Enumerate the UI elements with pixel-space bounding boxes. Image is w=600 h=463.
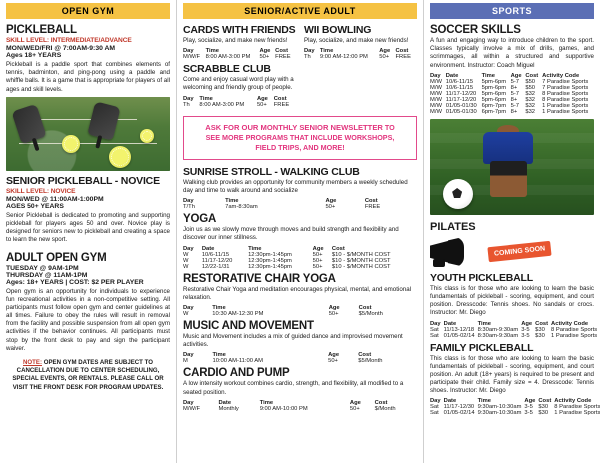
wii-description: Play, socialize, and make new friends! [304, 37, 409, 44]
program-title-soccer-skills: SOCCER SKILLS [430, 24, 521, 36]
cell-cost: $32 [525, 102, 536, 109]
col-cost: Cost [331, 245, 345, 252]
cell-date: 11/17-12/30 [443, 404, 475, 411]
col-day: Day [183, 352, 194, 359]
cell-date: 01/05-01/30 [445, 102, 477, 109]
table-row [430, 333, 600, 339]
chair-yoga-description: Restorative Chair Yoga and meditation encourages physical, mental, and emotional relaxation. [183, 285, 412, 301]
cell-date: 11/13-12/18 [443, 326, 475, 333]
col-activity-code: Activity Code [542, 72, 580, 79]
cell-activity-code: 8 Paradise Sports [554, 404, 600, 411]
senior-left-stack [183, 24, 296, 111]
cell-day: M [183, 358, 188, 365]
col-age: Age [521, 320, 533, 327]
cell-date: 10/6-11/15 [201, 251, 230, 258]
cell-time: 5pm-6pm [481, 78, 507, 85]
cell-time: 5pm-6pm [481, 90, 507, 97]
col-date: Date [218, 399, 232, 406]
cell-date: 11/17-12/20 [201, 257, 233, 264]
note-text: OPEN GYM DATES ARE SUBJECT TO CANCELLATION DUE TO CENTER SCHEDULING, SPECIAL EVENTS, OR RENTALS. PLEASE CALL OR VISIT THE FRONT DESK FOR PROGRAM UPDATES. [12, 359, 164, 391]
table-header-row [430, 73, 594, 79]
cell-day: M/W [430, 84, 442, 91]
cell-age: 50+ [312, 251, 323, 258]
cell-date: 10/6-11/15 [445, 78, 474, 85]
program-title-restorative-chair-yoga: RESTORATIVE CHAIR YOGA [183, 272, 336, 285]
program-title-pilates: PILATES [430, 220, 476, 233]
cell-cost: $5/Month [358, 358, 383, 365]
col-age: Age [510, 72, 522, 79]
cell-day: W [183, 257, 189, 264]
cell-activity-code: 7 Paradise Sports [542, 84, 589, 91]
cell-age: 50+ [328, 311, 339, 317]
cell-cost: $10 - $/MONTH COST [331, 257, 391, 264]
column-sports [424, 0, 600, 463]
col-cost: Cost [358, 305, 372, 311]
cell-cost: $10 - $/MONTH COST [331, 251, 391, 258]
cell-time: 12:30pm-1:45pm [248, 251, 292, 258]
program-title-cards: CARDS WITH FRIENDS [183, 24, 296, 36]
col-time: Time [212, 305, 226, 311]
cell-day: M/W/F [183, 405, 201, 412]
cell-age: 50+ [379, 54, 390, 61]
program-title-music-and-movement: MUSIC AND MOVEMENT [183, 320, 314, 332]
family-pickleball-schedule-table [430, 398, 600, 416]
figure-legs [490, 161, 528, 196]
cell-time: 6pm-7pm [481, 108, 507, 115]
yoga-schedule-table [183, 246, 417, 270]
cell-day: Sat [430, 326, 439, 333]
open-gym-note [6, 359, 170, 392]
cell-time: 8:00 AM-3:00 PM [205, 54, 251, 61]
newsletter-line-1-tail: TO [382, 122, 395, 132]
cell-cost: FREE [275, 54, 291, 61]
adult-open-gym-days-2: THURSDAY @ 11AM-1PM [6, 271, 88, 279]
table-row [183, 102, 296, 108]
col-date: Date [443, 320, 457, 327]
cell-cost: $50 [525, 78, 536, 85]
table-row [430, 97, 594, 103]
col-day: Day [430, 398, 441, 405]
program-title-scrabble: SCRABBLE CLUB [183, 63, 271, 76]
col-cost: Cost [358, 352, 372, 359]
figure-shirt [483, 132, 534, 164]
pickleball-days: MON/WED/FRI @ 7:00AM-9:30 AM [6, 45, 116, 52]
cell-cost: $5/Month [358, 311, 383, 317]
cell-cost: $32 [525, 108, 536, 115]
soccer-description: A fun and engaging way to introduce children to the sport. Classes typically involve a mix of drills, games, and scrimmages, all within a structured and supportive environment. Instructor: Coach Miguel [430, 37, 594, 69]
cell-activity-code: 1 Paradise Sports [542, 102, 589, 109]
cardio-schedule-table [183, 400, 417, 412]
cell-time: 9:00 AM-12:00 PM [319, 54, 368, 61]
col-activity-code: Activity Code [551, 320, 589, 327]
col-age: Age [312, 245, 324, 252]
col-age: Age [325, 198, 337, 205]
cell-activity-code: 1 Paradise Sports [554, 410, 600, 417]
cell-time: 12:30pm-1:45pm [248, 257, 292, 264]
cell-cost: $32 [525, 90, 536, 97]
table-row [430, 85, 594, 91]
col-time: Time [481, 72, 496, 79]
col-time: Time [212, 352, 226, 359]
cell-date: 10/6-11/15 [445, 84, 474, 91]
col-day: Day [183, 245, 194, 252]
cell-activity-code: 8 Paradise Sports [542, 96, 589, 103]
cell-age: 3-5 [524, 404, 533, 411]
cell-time: 10:30 AM-12:30 PM [212, 311, 264, 317]
adult-open-gym-days-1: TUESDAY @ 9AM-1PM [6, 264, 79, 272]
cell-day: T/Th [183, 204, 195, 211]
column-open-gym [0, 0, 176, 463]
col-age: Age [259, 48, 271, 55]
col-cost: Cost [395, 48, 409, 55]
cell-day: W [183, 311, 189, 317]
cell-age: 50+ [256, 101, 267, 108]
table-row [183, 358, 417, 364]
cell-cost: $32 [525, 96, 536, 103]
cell-activity-code: 1 Paradise Sports [542, 108, 589, 115]
col-cost: Cost [525, 72, 539, 79]
cell-age: 8+ [510, 84, 518, 91]
cell-age: 3-5 [524, 410, 533, 417]
cell-day: M/W [430, 108, 442, 115]
megaphone-icon [430, 235, 482, 269]
cell-date: 11/17-12/20 [445, 90, 477, 97]
newsletter-line-1: ASK FOR OUR MONTHLY SENIOR NEWSLETTER [205, 122, 383, 132]
banner-senior: SENIOR/ACTIVE ADULT [183, 3, 417, 19]
col-time: Time [248, 245, 262, 252]
col-age: Age [379, 48, 391, 55]
program-title-adult-open-gym: ADULT OPEN GYM [6, 251, 107, 264]
cell-date: 11/17-12/20 [445, 96, 477, 103]
cell-day: M/W/F [183, 54, 201, 61]
program-title-family-pickleball: FAMILY PICKLEBALL [430, 341, 534, 354]
senior-right-stack [304, 24, 417, 111]
cell-time: 12:30pm-1:45pm [248, 263, 292, 270]
col-date: Date [445, 72, 459, 79]
table-row [430, 410, 600, 416]
program-title-wii-bowling: WII BOWLING [304, 24, 372, 36]
cell-age: 50+ [259, 54, 270, 61]
col-day: Day [304, 48, 315, 55]
col-day: Day [183, 305, 194, 311]
cell-age: 3-5 [521, 332, 530, 339]
column-senior-active-adult [176, 0, 424, 463]
col-age: Age [328, 352, 340, 359]
col-age: Age [349, 399, 361, 406]
col-day: Day [430, 320, 441, 327]
col-time: Time [225, 198, 239, 205]
scrabble-description: Come and enjoy casual word play with a welcoming and friendly group of people. [183, 76, 294, 92]
program-title-cardio-and-pump: CARDIO AND PUMP [183, 367, 290, 380]
pickleball-ages: Ages 18+ YEARS [6, 52, 62, 59]
pickleball-skill-level: SKILL LEVEL: INTERMEDIATE/ADVANCE [6, 37, 132, 44]
cell-cost: FREE [364, 204, 381, 211]
col-day: Day [183, 95, 194, 102]
col-time: Time [199, 95, 213, 102]
chair-yoga-schedule-table [183, 305, 417, 317]
banner-open-gym: OPEN GYM [6, 3, 170, 19]
table-row [430, 91, 594, 97]
col-cost: Cost [538, 398, 552, 405]
note-label: NOTE: [23, 359, 42, 366]
cell-day: W [183, 251, 189, 258]
cell-age: 50+ [312, 263, 323, 270]
cell-day: M/W [430, 90, 442, 97]
senior-top-two-column [183, 24, 417, 111]
col-time: Time [477, 320, 492, 327]
youth-pickleball-schedule-table [430, 321, 600, 339]
col-day: Day [430, 72, 441, 79]
senior-pickleball-description: Senior Pickleball is dedicated to promoting and supporting pickleball for players ages 50 and over. Novice play is designed for seniors new to pickleball and creating a space to learn the new sport. [6, 211, 170, 244]
col-day: Day [183, 399, 194, 406]
table-row [183, 311, 417, 317]
senior-pickleball-skill-level: SKILL LEVEL: NOVICE [6, 187, 76, 195]
col-cost: Cost [273, 95, 287, 102]
cell-day: M/W [430, 102, 442, 109]
col-time: Time [477, 398, 492, 405]
senior-newsletter-callout [183, 116, 417, 160]
yoga-description: Join us as we slowly move through moves and build strength and flexibility and discover our inner stillness. [183, 226, 399, 242]
cell-date: 01/05-01/30 [445, 108, 477, 115]
table-row [430, 79, 594, 85]
cell-time: 9:30am-10:30am [477, 404, 522, 411]
cell-age: 50+ [325, 204, 336, 211]
cell-age: 3-5 [521, 326, 530, 333]
adult-open-gym-description: Open gym is an opportunity for individuals to experience fun recreational activities in a non-competitive setting. All participants must follow open gym and center guidelines at all times. Failure to obey the rules will result in removal from the facility and possible suspension from all open gym activities if the behavior continues. All participants must stop by the front desk to pay and sign the participant waiver. [6, 287, 170, 352]
music-description: Music and Movement includes a mix of guided dance and improvised movement activities. [183, 333, 403, 349]
col-day: Day [183, 198, 194, 205]
cell-day: Sat [430, 410, 439, 417]
pickleball-description: Pickleball is a paddle sport that combines elements of tennis, badminton, and ping-pong using a paddle and whiffle balls. It is a game that is appropriate for players of all ages and skill levels. [6, 61, 170, 93]
cell-cost: $30 [535, 332, 545, 339]
cell-cost: $50 [525, 84, 536, 91]
table-row [430, 327, 600, 333]
col-age: Age [256, 95, 268, 102]
cell-activity-code: 7 Paradise Sports [542, 78, 589, 85]
cell-day: M/W [430, 96, 442, 103]
cardio-description: A low intensity workout combines cardio, strength, and flexibility, all modified to a seated position. [183, 380, 404, 396]
soccer-photo [430, 119, 594, 215]
adult-open-gym-ages-cost: Ages: 18+ YEARS | COST: $2 PER PLAYER [6, 278, 144, 286]
cell-age: 5-7 [510, 78, 520, 85]
cell-age: 5-7 [510, 90, 520, 97]
col-date: Date [201, 245, 215, 252]
megaphone-mouth [448, 237, 464, 267]
scrabble-schedule-table [183, 96, 296, 108]
col-date: Date [443, 398, 457, 405]
program-title-sunrise-stroll: SUNRISE STROLL - WALKING CLUB [183, 165, 360, 178]
family-pickleball-description: This class is for those who are looking to learn the basic fundamentals of pickleball - scoring, equipment, and court position. An adult (18+ years) is required to be present and participate their child. Family size = 4. Dresscode: Tennis shoes. Instructor: Mr. Diego [430, 354, 594, 395]
cell-activity-code: 1 Paradise Sports [551, 332, 598, 339]
cell-cost: $30 [538, 404, 549, 411]
cell-date: 01/05-02/14 [443, 410, 475, 417]
banner-sports: SPORTS [430, 3, 594, 19]
table-row [183, 406, 417, 412]
photo-court-line [19, 143, 157, 144]
cards-schedule-table [183, 48, 296, 60]
cell-date: 01/05-02/14 [443, 332, 475, 339]
cell-time: 8:30am-9:30am [477, 326, 519, 333]
cell-time: 8:00 AM-3:00 PM [199, 101, 245, 108]
cell-time: 9:30am-10:30am [477, 410, 522, 417]
cell-time: 10:00 AM-11:00 AM [212, 358, 263, 365]
cell-activity-code: 8 Paradise Sports [542, 90, 589, 97]
col-cost: Cost [374, 399, 388, 406]
megaphone-handle [433, 259, 445, 267]
col-time: Time [319, 48, 334, 55]
pickleball-photo [6, 97, 170, 171]
cell-age: 50+ [328, 358, 338, 365]
table-row [304, 54, 417, 60]
cell-age: 50+ [312, 257, 323, 264]
col-cost: Cost [275, 48, 289, 55]
youth-pickleball-description: This class is for those who are looking to learn the basic fundamentals of pickleball - scoring, equipment, and court position. Dresscode: Tennis shoes. No sandals or crocs. Instructor: Mr. Diego [430, 284, 594, 317]
program-title-senior-pickleball: SENIOR PICKLEBALL - NOVICE [6, 174, 160, 187]
cards-description: Play, socialize, and make new friends! [183, 37, 288, 44]
cell-day: M/W [430, 78, 442, 85]
cell-age: 8+ [510, 96, 518, 103]
table-row [430, 103, 594, 109]
cell-day: Sat [430, 332, 439, 339]
table-row [183, 204, 417, 210]
cell-date: Monthly [218, 405, 239, 412]
cell-cost: $30 [538, 410, 549, 417]
cell-activity-code: 8 Paradise Sports [551, 326, 598, 333]
col-cost: Cost [535, 320, 549, 327]
cell-day: W [183, 263, 189, 270]
cell-day: Th [183, 101, 190, 108]
program-title-youth-pickleball: YOUTH PICKLEBALL [430, 271, 533, 284]
coming-soon-badge: COMING SOON [487, 241, 552, 263]
sunrise-description: Walking club provides an opportunity for community members a weekly scheduled day and time to walk around and socialize [183, 178, 408, 195]
cell-time: 6pm-7pm [481, 102, 507, 109]
cell-time: 5pm-6pm [481, 96, 507, 103]
cell-day: Th [304, 54, 311, 61]
cell-time: 9:00 AM-10:00 PM [259, 405, 308, 412]
soccer-schedule-table [430, 73, 594, 115]
senior-pickleball-days: MON/WED @ 11:00AM-1:00PM [6, 195, 104, 203]
soccer-ball-icon [443, 179, 473, 209]
coming-soon-block [430, 235, 594, 269]
program-title-pickleball: PICKLEBALL [6, 24, 77, 36]
cell-time: 7am-8:30am [225, 204, 258, 211]
newsletter-line-3: FIELD TRIPS, AND MORE! [255, 143, 345, 153]
col-day: Day [183, 48, 194, 55]
cell-cost: FREE [395, 54, 411, 61]
cell-time: 8:30am-9:30am [477, 332, 519, 339]
cell-cost: FREE [273, 101, 290, 108]
col-age: Age [524, 398, 536, 405]
col-cost: Cost [364, 198, 378, 205]
cell-cost: $10 - $/MONTH COST [331, 263, 391, 270]
pickleball-ball-icon [109, 146, 131, 168]
cell-day: Sat [430, 404, 439, 411]
pickleball-ball-icon [62, 135, 80, 153]
table-row [430, 109, 594, 115]
program-title-yoga: YOGA [183, 213, 217, 226]
cell-age: 50+ [349, 405, 360, 412]
col-time: Time [205, 48, 220, 55]
table-row [183, 264, 417, 270]
sunrise-schedule-table [183, 198, 417, 210]
senior-pickleball-ages: AGES 50+ YEARS [6, 202, 64, 210]
child-figure [473, 125, 545, 202]
cell-age: 5-7 [510, 102, 520, 109]
cell-time: 5pm-6pm [481, 84, 507, 91]
cell-cost: $/Month [374, 405, 396, 412]
photo-court-line [39, 119, 137, 120]
cell-cost: $30 [535, 326, 545, 333]
cell-date: 12/22-1/31 [201, 263, 230, 270]
newsletter-line-2: SEE MORE PROGRAMS THAT INCLUDE WORKSHOPS, [205, 133, 395, 142]
music-schedule-table [183, 352, 417, 364]
col-time: Time [259, 399, 274, 406]
table-row [183, 54, 296, 60]
wii-schedule-table [304, 48, 417, 60]
col-activity-code: Activity Code [554, 398, 592, 405]
col-age: Age [328, 305, 340, 311]
cell-age: 8+ [510, 108, 518, 115]
